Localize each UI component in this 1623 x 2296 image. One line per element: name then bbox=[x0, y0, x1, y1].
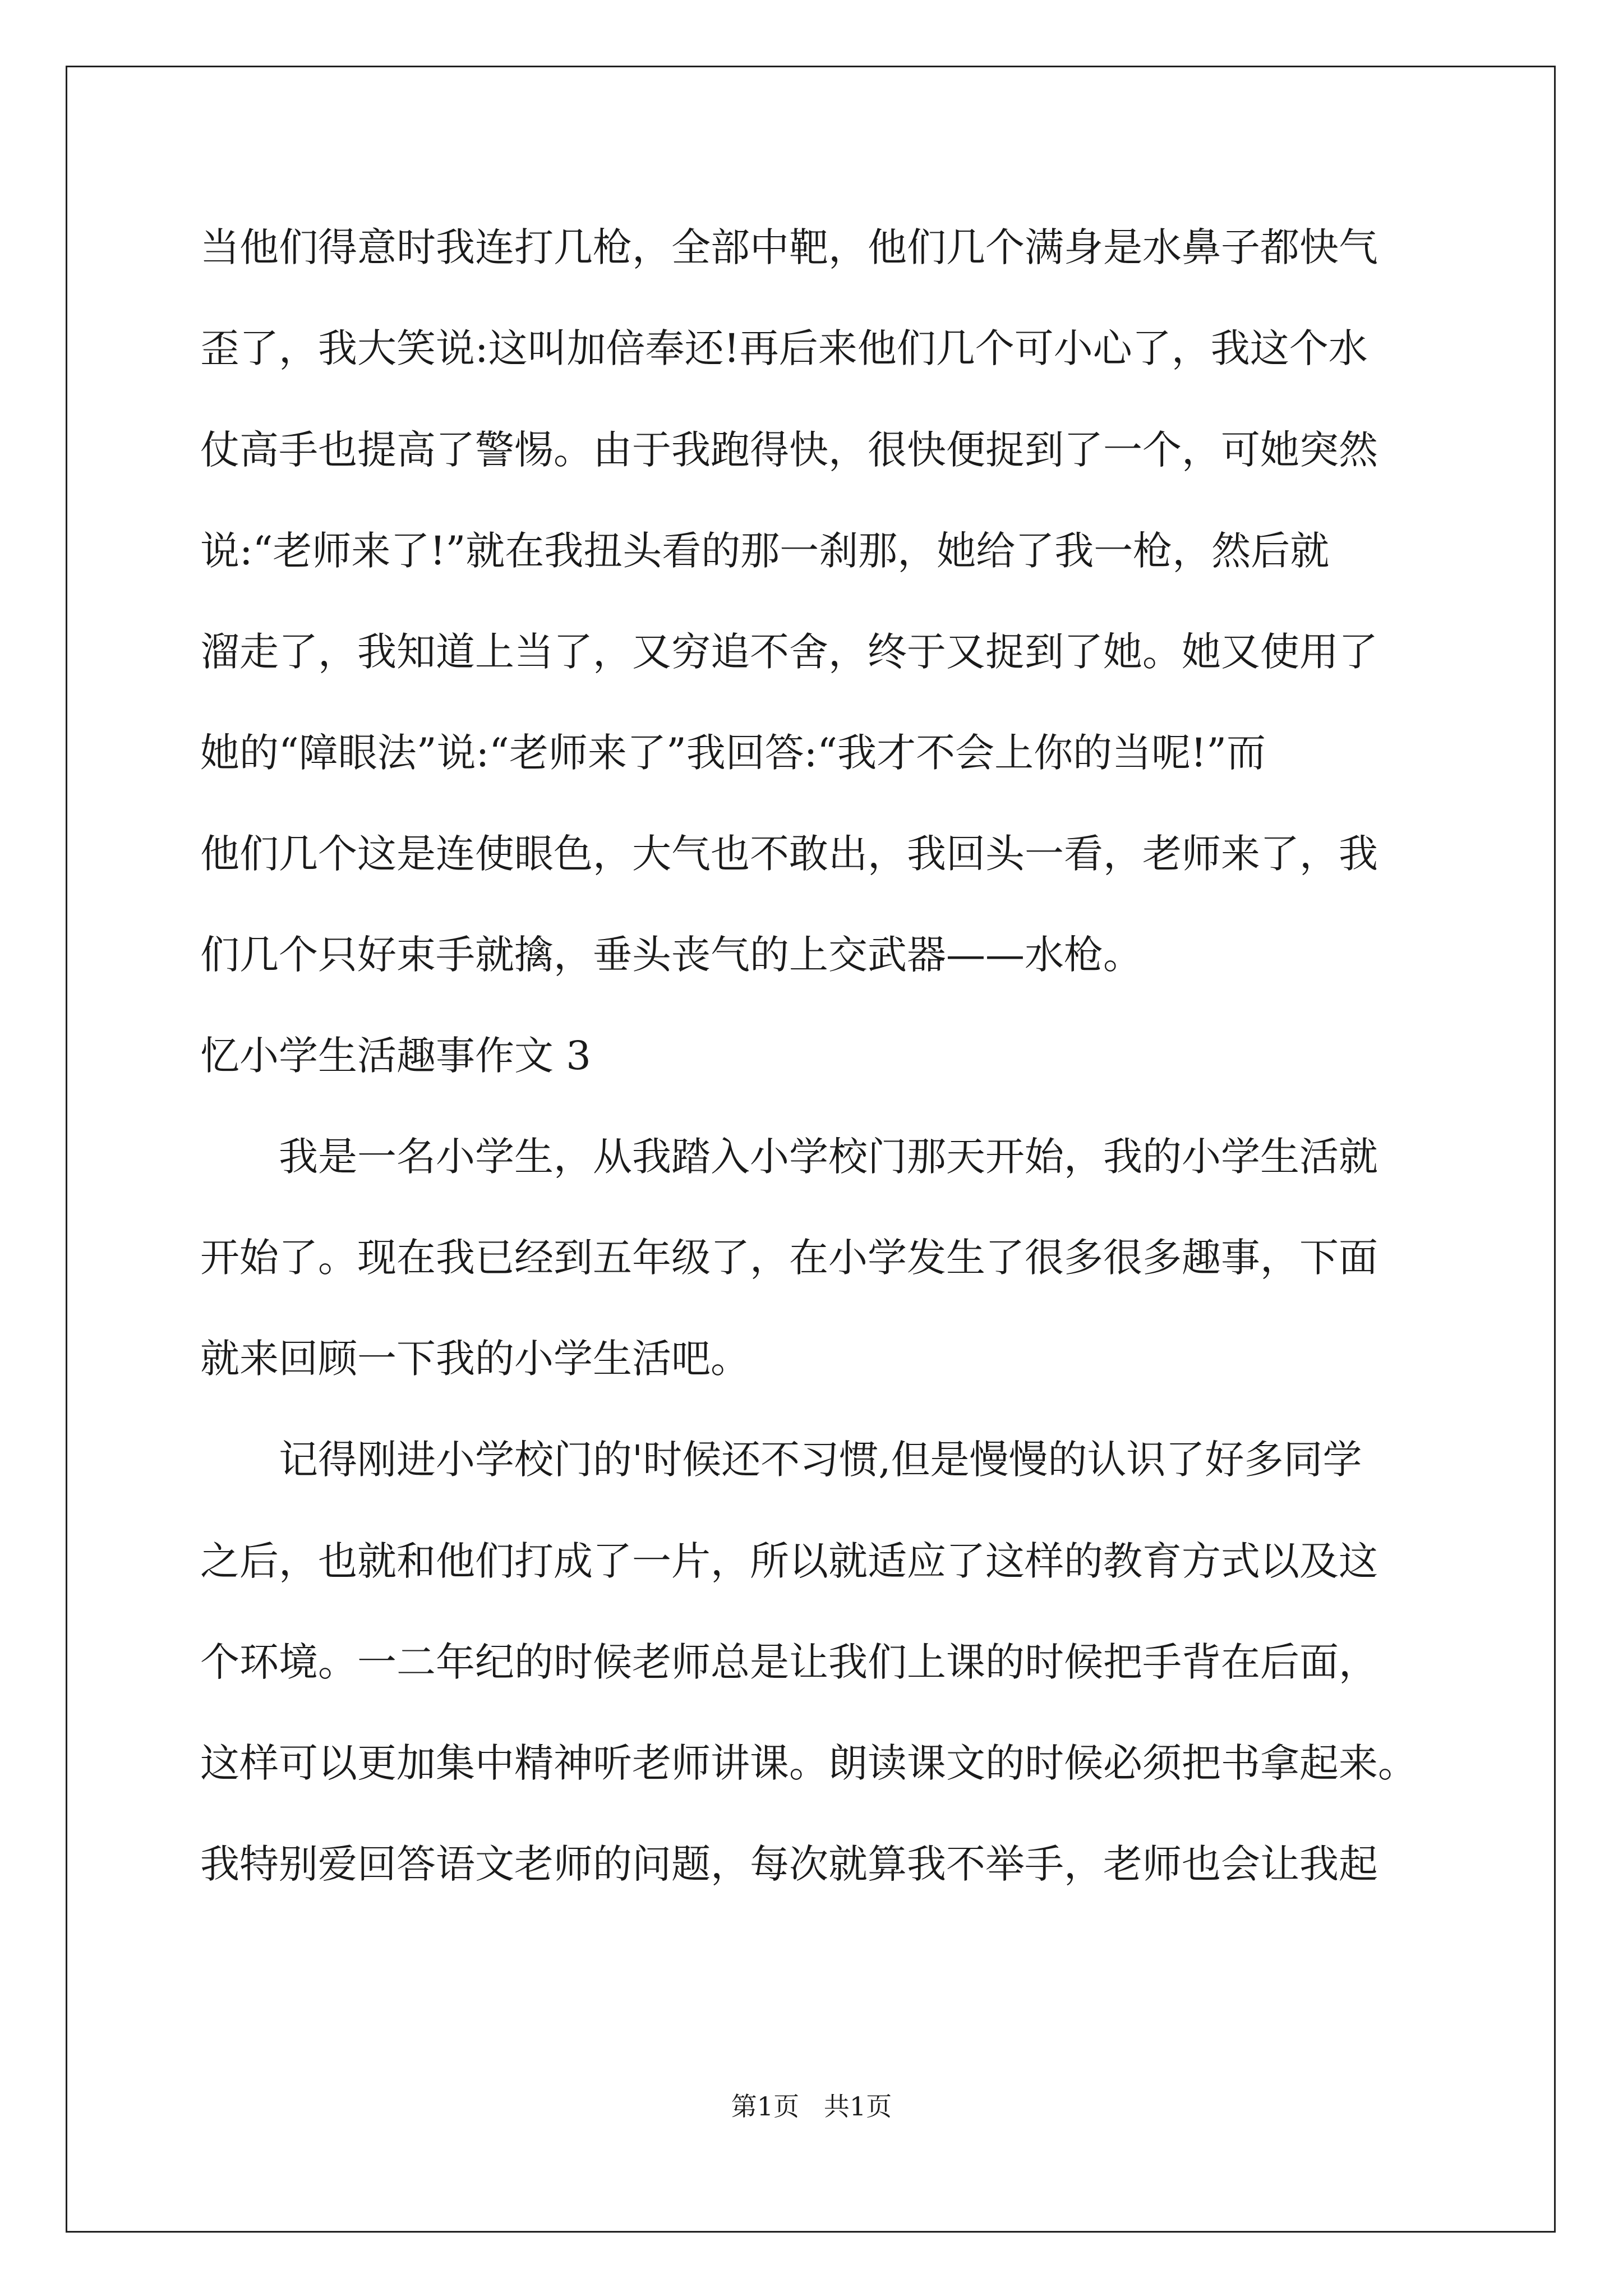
body-line-17: 我特别爱回答语文老师的问题，每次就算我不举手，老师也会让我起 bbox=[200, 1841, 1378, 1887]
body-line-1: 当他们得意时我连打几枪，全部中靶，他们几个满身是水鼻子都快气 bbox=[200, 224, 1378, 270]
body-line-15: 个环境。一二年纪的时候老师总是让我们上课的时候把手背在后面， bbox=[200, 1639, 1378, 1685]
body-line-13: 记得刚进小学校门的'时候还不习惯,但是慢慢的认识了好多同学 bbox=[279, 1437, 1362, 1483]
body-line-10: 我是一名小学生，从我踏入小学校门那天开始，我的小学生活就 bbox=[279, 1134, 1378, 1180]
section-heading: 忆小学生活趣事作文 3 bbox=[200, 1033, 591, 1079]
body-line-6: 她的“障眼法”说:“老师来了”我回答:“我才不会上你的当呢!”而 bbox=[200, 730, 1266, 776]
body-line-14: 之后，也就和他们打成了一片，所以就适应了这样的教育方式以及这 bbox=[200, 1538, 1378, 1584]
body-line-16: 这样可以更加集中精神听老师讲课。朗读课文的时候必须把书拿起来。 bbox=[200, 1740, 1417, 1786]
body-line-7: 他们几个这是连使眼色，大气也不敢出，我回头一看，老师来了，我 bbox=[200, 831, 1378, 877]
body-line-12: 就来回顾一下我的小学生活吧。 bbox=[200, 1336, 750, 1382]
body-line-5: 溜走了，我知道上当了，又穷追不舍，终于又捉到了她。她又使用了 bbox=[200, 629, 1378, 675]
body-line-8: 们几个只好束手就擒，垂头丧气的上交武器——水枪。 bbox=[200, 932, 1142, 978]
body-line-3: 仗高手也提高了警惕。由于我跑得快，很快便捉到了一个，可她突然 bbox=[200, 427, 1378, 473]
page-footer: 第1页 共1页 bbox=[731, 2091, 892, 2122]
body-line-4: 说:“老师来了!”就在我扭头看的那一刹那，她给了我一枪，然后就 bbox=[200, 528, 1330, 574]
body-line-2: 歪了，我大笑说:这叫加倍奉还!再后来他们几个可小心了，我这个水 bbox=[200, 325, 1368, 371]
body-line-11: 开始了。现在我已经到五年级了，在小学发生了很多很多趣事，下面 bbox=[200, 1235, 1378, 1281]
